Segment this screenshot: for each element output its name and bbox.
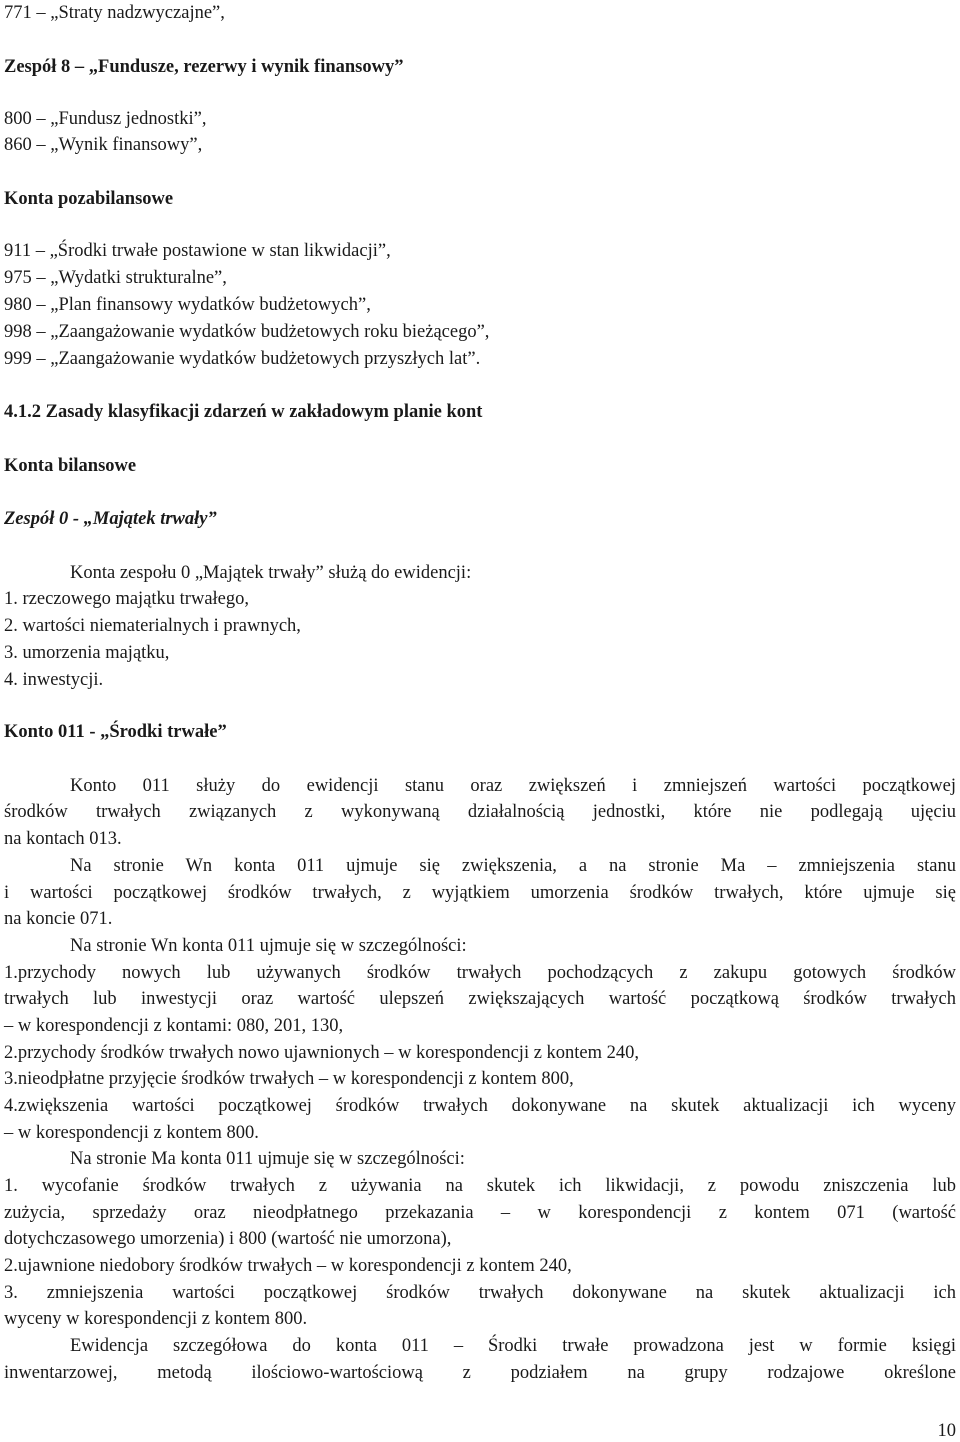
paragraph-line: 1. wycofanie środków trwałych z używania na skutek ich likwidacji, z powodu zniszczenia lub	[4, 1176, 956, 1196]
account-line-999: 999 – „Zaangażowanie wydatków budżetowych przyszłych lat”.	[4, 349, 481, 369]
account-line-860: 860 – „Wynik finansowy”,	[4, 135, 203, 155]
balance-accounts-heading: Konta bilansowe	[4, 456, 137, 476]
paragraph-line: Na stronie Wn konta 011 ujmuje się zwiększenia, a na stronie Ma – zmniejszenia stanu	[70, 856, 956, 876]
account-line-911: 911 – „Środki trwałe postawione w stan likwidacji”,	[4, 241, 391, 261]
list-item: 3. umorzenia majątku,	[4, 643, 170, 663]
paragraph-line: i wartości początkowej środków trwałych, z wyjątkiem umorzenia środków trwałych, które ujmuje się	[4, 883, 956, 903]
account-line-800: 800 – „Fundusz jednostki”,	[4, 109, 207, 129]
paragraph-line: na kontach 013.	[4, 829, 122, 849]
paragraph-line: 3. zmniejszenia wartości początkowej środków trwałych dokonywane na skutek aktualizacji ich	[4, 1283, 956, 1303]
section-heading-4-1-2: 4.1.2 Zasady klasyfikacji zdarzeń w zakładowym planie kont	[4, 402, 483, 422]
paragraph-line: 2.przychody środków trwałych nowo ujawnionych – w korespondencji z kontem 240,	[4, 1043, 640, 1063]
paragraph-line: trwałych lub inwestycji oraz wartość ulepszeń zwiększających wartość początkową środków trwałych	[4, 989, 956, 1009]
paragraph-line: wyceny w korespondencji z kontem 800.	[4, 1309, 308, 1329]
paragraph-line: Konto 011 służy do ewidencji stanu oraz zwiększeń i zmniejszeń wartości początkowej	[70, 776, 956, 796]
group-heading-8: Zespół 8 – „Fundusze, rezerwy i wynik finansowy”	[4, 57, 404, 77]
off-balance-heading: Konta pozabilansowe	[4, 189, 174, 209]
paragraph-line: Na stronie Ma konta 011 ujmuje się w szczególności:	[70, 1149, 465, 1169]
page-number: 10	[937, 1421, 956, 1441]
paragraph-line: – w korespondencji z kontem 800.	[4, 1123, 259, 1143]
paragraph-line: Na stronie Wn konta 011 ujmuje się w szczególności:	[70, 936, 467, 956]
list-item: 1. rzeczowego majątku trwałego,	[4, 589, 250, 609]
paragraph-line: 2.ujawnione niedobory środków trwałych – w korespondencji z kontem 240,	[4, 1256, 572, 1276]
account-line-998: 998 – „Zaangażowanie wydatków budżetowych roku bieżącego”,	[4, 322, 490, 342]
group-0-intro: Konta zespołu 0 „Majątek trwały” służą do ewidencji:	[70, 563, 472, 583]
list-item: 4. inwestycji.	[4, 670, 104, 690]
paragraph-line: Ewidencja szczegółowa do konta 011 – Środki trwałe prowadzona jest w formie księgi	[70, 1336, 956, 1356]
paragraph-line: 3.nieodpłatne przyjęcie środków trwałych – w korespondencji z kontem 800,	[4, 1069, 574, 1089]
account-line-975: 975 – „Wydatki strukturalne”,	[4, 268, 227, 288]
paragraph-line: na koncie 071.	[4, 909, 113, 929]
paragraph-line: inwentarzowej, metodą ilościowo-wartościową z podziałem na grupy rodzajowe określone	[4, 1363, 956, 1383]
paragraph-line: 4.zwiększenia wartości początkowej środków trwałych dokonywane na skutek aktualizacji ich wyceny	[4, 1096, 956, 1116]
account-011-heading: Konto 011 - „Środki trwałe”	[4, 722, 227, 742]
account-line-771: 771 – „Straty nadzwyczajne”,	[4, 3, 225, 23]
account-line-980: 980 – „Plan finansowy wydatków budżetowych”,	[4, 295, 371, 315]
paragraph-line: 1.przychody nowych lub używanych środków trwałych pochodzących z zakupu gotowych środków	[4, 963, 956, 983]
paragraph-line: – w korespondencji z kontami: 080, 201, 130,	[4, 1016, 344, 1036]
paragraph-line: środków trwałych związanych z wykonywaną działalnością jednostki, które nie podlegają ujęciu	[4, 802, 956, 822]
paragraph-line: zużycia, sprzedaży oraz nieodpłatnego przekazania – w korespondencji z kontem 071 (wartość	[4, 1203, 956, 1223]
group-0-heading: Zespół 0 - „Majątek trwały”	[4, 509, 217, 529]
list-item: 2. wartości niematerialnych i prawnych,	[4, 616, 301, 636]
paragraph-line: dotychczasowego umorzenia) i 800 (wartość nie umorzona),	[4, 1229, 452, 1249]
